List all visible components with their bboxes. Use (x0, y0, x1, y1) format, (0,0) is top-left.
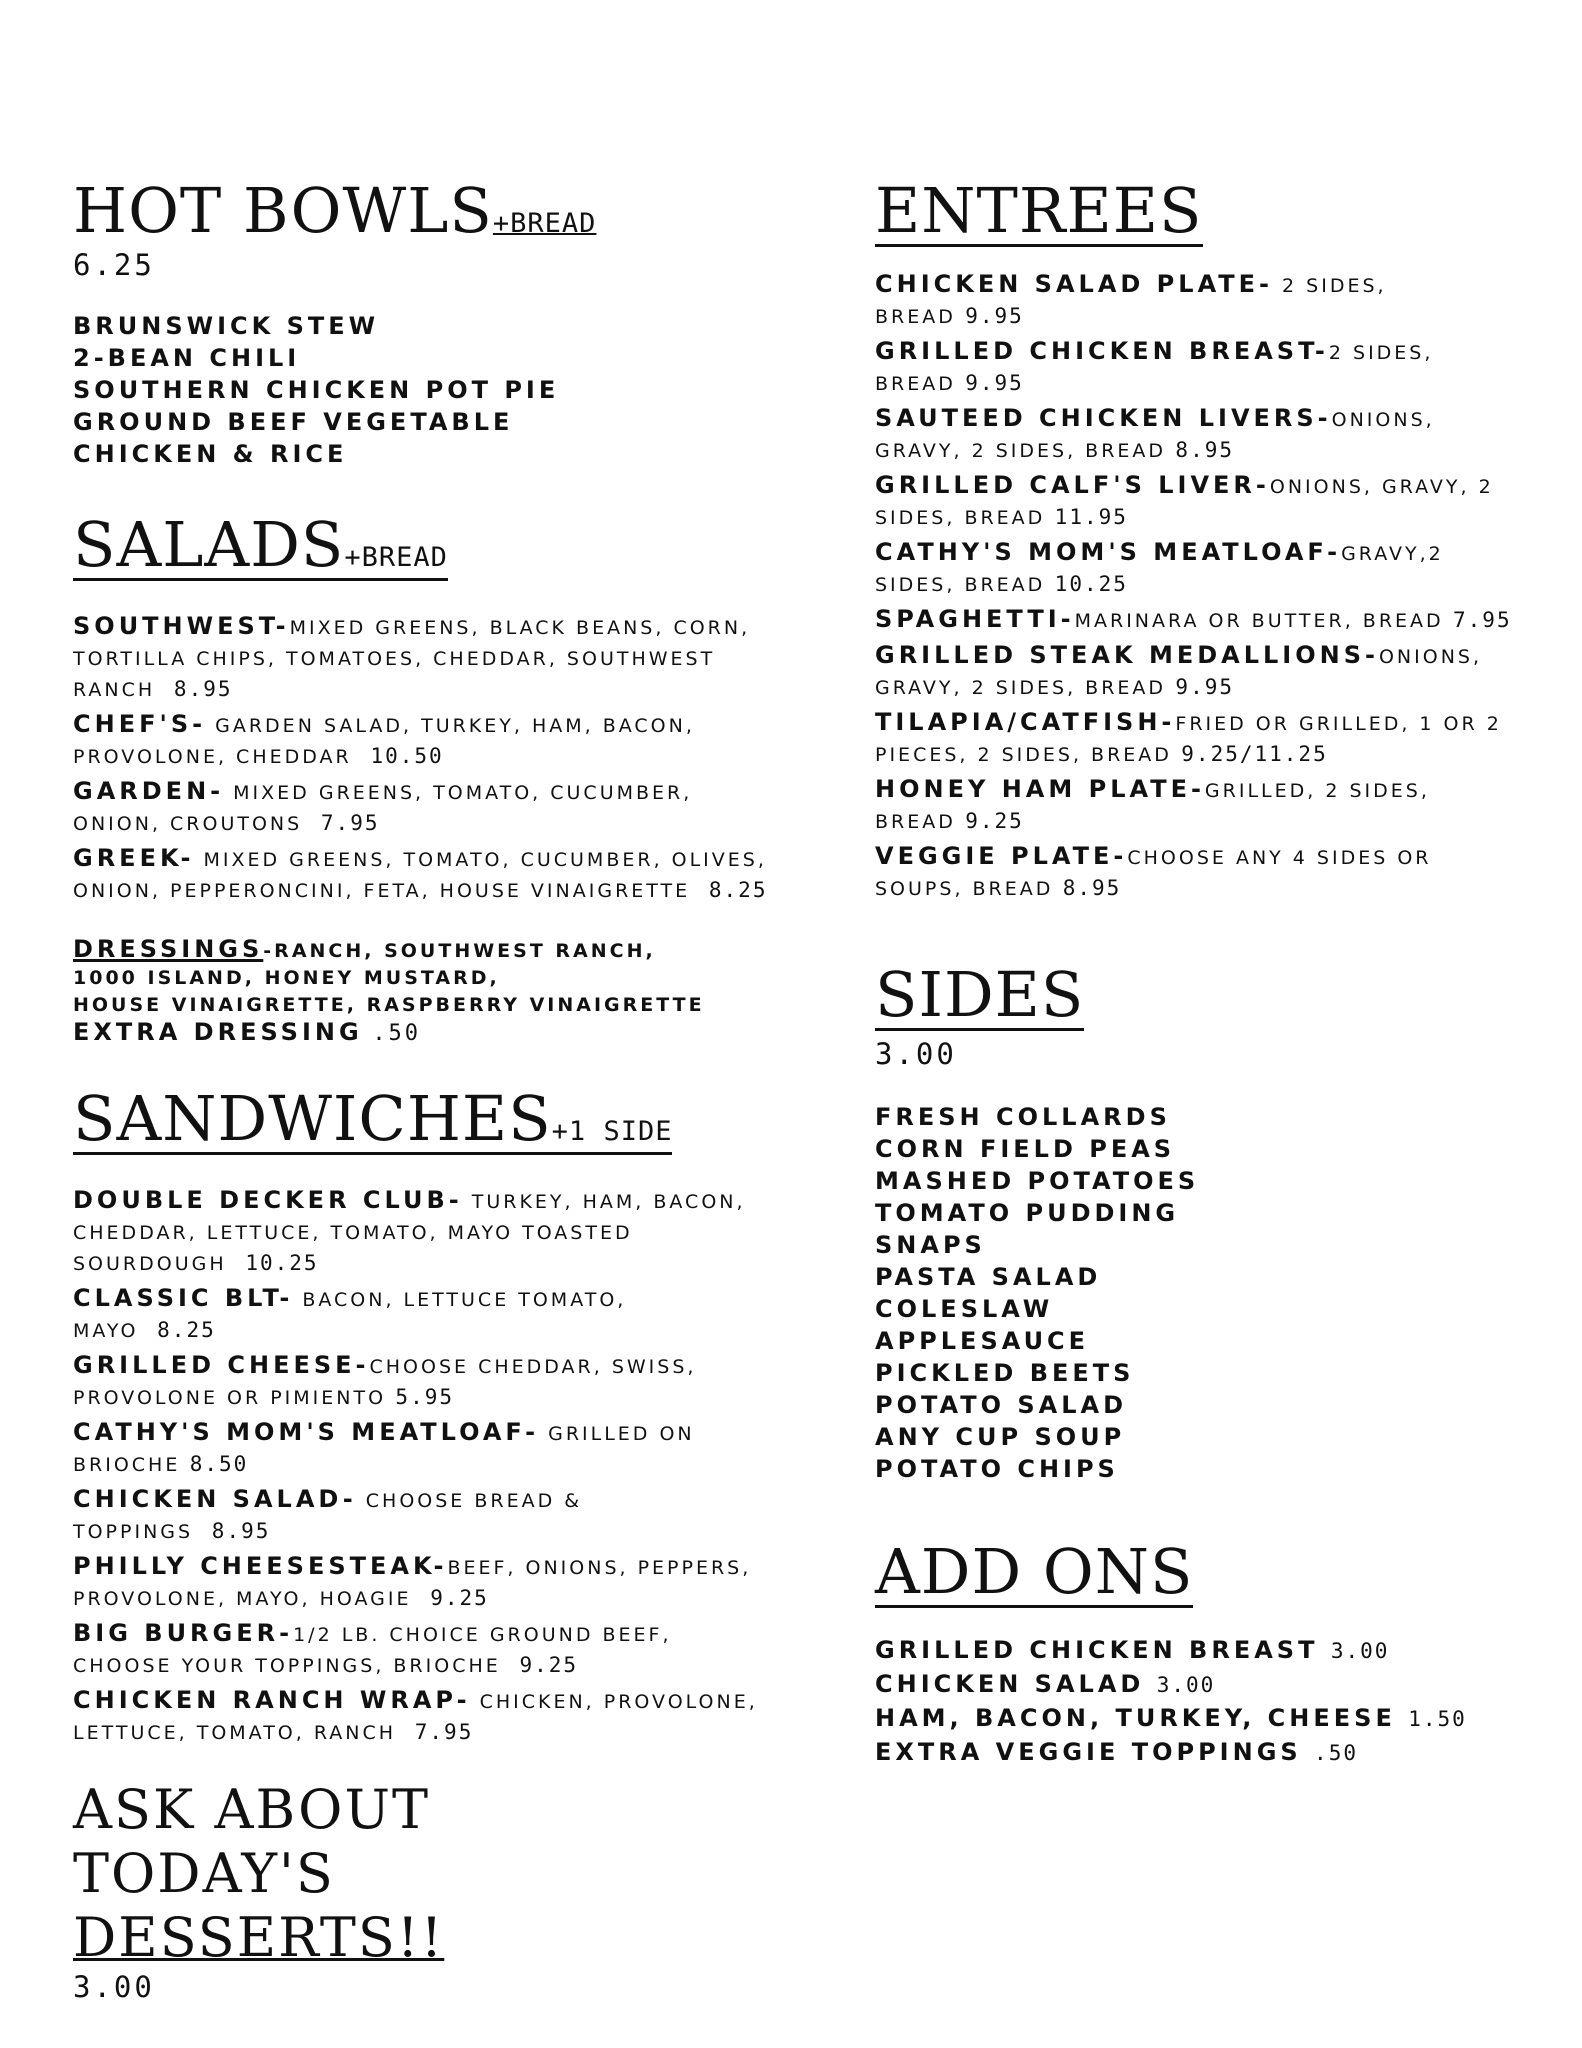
item-desc: TURKEY, HAM, BACON, CHEDDAR, LETTUCE, TOMATO, MAYO TOASTED SOURDOUGH (73, 1191, 746, 1275)
list-item: 2-BEAN CHILI (73, 344, 301, 372)
item-name: CHICKEN SALAD PLATE- (875, 270, 1273, 298)
item-desc: MIXED GREENS, TOMATO, CUCUMBER, ONION, CROUTONS (73, 782, 693, 835)
item-desc: GRILLED, 2 SIDES, BREAD (875, 780, 1430, 833)
item-name: HONEY HAM PLATE- (875, 775, 1205, 803)
item-price: 10.50 (370, 744, 444, 768)
salads-section (73, 508, 773, 1048)
extra-dressing-price: .50 (372, 1021, 422, 1046)
desserts-line: ASK ABOUT (73, 1778, 430, 1841)
dressings-text: -RANCH, SOUTHWEST RANCH, (263, 940, 656, 962)
salads-suffix: +BREAD (344, 542, 448, 573)
addon-name: HAM, BACON, TURKEY, CHEESE (875, 1704, 1396, 1732)
list-item: SNAPS (875, 1231, 986, 1259)
item-price: 9.25 (430, 1586, 489, 1610)
item-name: SOUTHWEST- (73, 612, 290, 640)
item-price: 7.95 (1453, 608, 1512, 632)
item-price: 9.95 (965, 371, 1024, 395)
item-name: PHILLY CHEESESTEAK- (73, 1552, 448, 1580)
item-desc: GRAVY,2 SIDES, BREAD (875, 543, 1444, 596)
item-price: 8.50 (189, 1452, 249, 1476)
desserts-price: 3.00 (73, 1970, 155, 2004)
item-price: 8.95 (173, 677, 233, 701)
item-name: VEGGIE PLATE- (875, 842, 1128, 870)
hot-bowls-price: 6.25 (73, 248, 155, 282)
sandwiches-title: SANDWICHES (73, 1082, 552, 1155)
item-price: 9.25 (519, 1653, 579, 1677)
hot-bowls-suffix: +BREAD (492, 208, 597, 239)
item-name: CHEF'S- (73, 710, 207, 738)
menu-item (73, 1618, 773, 1681)
list-item: CHICKEN & RICE (73, 440, 348, 468)
sandwiches-suffix: +1 SIDE (551, 1116, 673, 1147)
addon-name: GRILLED CHICKEN BREAST (875, 1636, 1319, 1664)
item-name: CATHY'S MOM'S MEATLOAF- (73, 1418, 540, 1446)
item-desc: CHOOSE BREAD & TOPPINGS (73, 1490, 583, 1543)
item-price: 9.25 (965, 809, 1024, 833)
item-desc: 2 SIDES, BREAD (875, 275, 1387, 328)
item-name: GREEK- (73, 844, 195, 872)
menu-item (73, 1350, 773, 1413)
salads-title-wrap (73, 508, 448, 581)
dressings-line (73, 936, 773, 965)
entrees-section (875, 174, 1515, 904)
list-item: POTATO CHIPS (875, 1455, 1119, 1483)
extra-dressing-label: EXTRA DRESSING (73, 1018, 363, 1046)
left-column (73, 174, 773, 2004)
salads-list (73, 611, 773, 906)
list-item: SOUTHERN CHICKEN POT PIE (73, 376, 560, 404)
addon-name: CHICKEN SALAD (875, 1670, 1145, 1698)
item-name: GRILLED CHICKEN BREAST- (875, 337, 1329, 365)
sides-heading (875, 958, 1515, 1031)
list-item: PICKLED BEETS (875, 1359, 1135, 1387)
item-price: 10.25 (245, 1251, 319, 1275)
item-price: 8.25 (708, 878, 768, 902)
menu-item (875, 336, 1515, 399)
menu-item (875, 841, 1515, 904)
item-name: GRILLED STEAK MEDALLIONS- (875, 641, 1379, 669)
sides-section (875, 958, 1515, 1485)
item-name: CHICKEN SALAD- (73, 1485, 357, 1513)
sandwiches-heading (73, 1082, 773, 1155)
item-price: 8.95 (211, 1519, 271, 1543)
menu-item (875, 707, 1515, 770)
sandwiches-section (73, 1082, 773, 1748)
item-name: GARDEN- (73, 777, 225, 805)
addon-price: .50 (1314, 1741, 1358, 1765)
menu-item (73, 1551, 773, 1614)
list-item: POTATO SALAD (875, 1391, 1127, 1419)
addon-price: 1.50 (1408, 1707, 1467, 1731)
salads-title: SALADS (73, 508, 345, 581)
item-desc: ONIONS, GRAVY, 2 SIDES, BREAD (875, 646, 1483, 699)
item-desc: CHOOSE ANY 4 SIDES OR SOUPS, BREAD (875, 847, 1432, 900)
menu-item (875, 403, 1515, 466)
menu-item (73, 1185, 773, 1279)
menu-item (875, 470, 1515, 533)
menu-item (73, 1685, 773, 1748)
menu-item (73, 1417, 773, 1480)
item-desc: GRILLED ON BRIOCHE (73, 1423, 695, 1476)
menu-item (875, 640, 1515, 703)
item-desc: ONIONS, GRAVY, 2 SIDES, BREAD (875, 476, 1494, 529)
item-price: 9.95 (1175, 675, 1234, 699)
list-item (875, 1634, 1515, 1668)
item-name: CHICKEN RANCH WRAP- (73, 1686, 471, 1714)
addon-price: 3.00 (1156, 1673, 1216, 1697)
item-name: CATHY'S MOM'S MEATLOAF- (875, 538, 1342, 566)
desserts-line: TODAY'S (73, 1842, 335, 1905)
list-item: APPLESAUCE (875, 1327, 1090, 1355)
item-name: BIG BURGER- (73, 1619, 294, 1647)
item-name: SPAGHETTI- (875, 605, 1075, 633)
menu-item (73, 843, 773, 906)
list-item (875, 1668, 1515, 1702)
menu-item (875, 269, 1515, 332)
list-item: CORN FIELD PEAS (875, 1135, 1176, 1163)
hot-bowls-heading (73, 174, 773, 247)
item-price: 5.95 (395, 1385, 454, 1409)
menu-item (73, 611, 773, 705)
add-ons-section (875, 1535, 1515, 1770)
desserts-line (73, 1906, 773, 1970)
hot-bowls-title: HOT BOWLS (73, 174, 493, 247)
item-desc: 1/2 LB. CHOICE GROUND BEEF, CHOOSE YOUR TOPPINGS, BRIOCHE (73, 1624, 672, 1677)
list-item (875, 1736, 1515, 1770)
item-name: TILAPIA/CATFISH- (875, 708, 1176, 736)
item-name: SAUTEED CHICKEN LIVERS- (875, 404, 1332, 432)
dressings-block (73, 936, 773, 1048)
list-item: MASHED POTATOES (875, 1167, 1200, 1195)
dressings-line: HOUSE VINAIGRETTE, RASPBERRY VINAIGRETTE (73, 994, 705, 1016)
dressings-line: 1000 ISLAND, HONEY MUSTARD, (73, 967, 500, 989)
menu-item (73, 1283, 773, 1346)
item-desc: ONIONS, GRAVY, 2 SIDES, BREAD (875, 409, 1435, 462)
item-price: 8.95 (1062, 876, 1122, 900)
list-item: COLESLAW (875, 1295, 1054, 1323)
sides-title: SIDES (875, 958, 1085, 1031)
extra-dressing-line (73, 1019, 773, 1048)
desserts-line-underlined: DESSERTS!! (73, 1906, 445, 1969)
menu-item (73, 776, 773, 839)
item-name: DOUBLE DECKER CLUB- (73, 1186, 463, 1214)
sandwiches-list (73, 1185, 773, 1748)
entrees-list (875, 269, 1515, 904)
entrees-title: ENTREES (875, 174, 1203, 247)
menu-item (875, 604, 1515, 636)
item-price: 7.95 (320, 811, 380, 835)
item-desc: MIXED GREENS, TOMATO, CUCUMBER, OLIVES, ONION, PEPPERONCINI, FETA, HOUSE VINAIGRETTE (73, 849, 767, 902)
item-desc: BEEF, ONIONS, PEPPERS, PROVOLONE, MAYO, HOAGIE (73, 1557, 752, 1610)
add-ons-list (875, 1634, 1515, 1770)
list-item (875, 1702, 1515, 1736)
addon-price: 3.00 (1330, 1639, 1390, 1663)
list-item: GROUND BEEF VEGETABLE (73, 408, 514, 436)
list-item: TOMATO PUDDING (875, 1199, 1180, 1227)
list-item: FRESH COLLARDS (875, 1103, 1171, 1131)
item-name: CLASSIC BLT- (73, 1284, 294, 1312)
add-ons-title: ADD ONS (875, 1535, 1194, 1608)
item-desc: MARINARA OR BUTTER, BREAD (1074, 610, 1444, 632)
menu-item (875, 774, 1515, 837)
hot-bowls-list (73, 310, 773, 470)
dressings-label: DRESSINGS (73, 935, 264, 963)
list-item: ANY CUP SOUP (875, 1423, 1126, 1451)
menu-item (875, 537, 1515, 600)
list-item: PASTA SALAD (875, 1263, 1102, 1291)
sandwiches-title-wrap (73, 1082, 673, 1155)
addon-name: EXTRA VEGGIE TOPPINGS (875, 1738, 1302, 1766)
right-column (875, 174, 1515, 1770)
item-name: GRILLED CALF'S LIVER- (875, 471, 1270, 499)
menu-item (73, 1484, 773, 1547)
item-price: 9.25/11.25 (1181, 742, 1328, 766)
salads-heading (73, 508, 773, 581)
item-price: 7.95 (414, 1720, 474, 1744)
item-price: 11.95 (1054, 505, 1128, 529)
item-desc: CHOOSE CHEDDAR, SWISS, PROVOLONE OR PIMIENTO (73, 1356, 697, 1409)
menu-item (73, 709, 773, 772)
list-item: BRUNSWICK STEW (73, 312, 380, 340)
item-price: 10.25 (1054, 572, 1128, 596)
item-desc: 2 SIDES, BREAD (875, 342, 1434, 395)
item-desc: CHICKEN, PROVOLONE, LETTUCE, TOMATO, RANCH (73, 1691, 758, 1744)
item-name: GRILLED CHEESE- (73, 1351, 370, 1379)
add-ons-heading (875, 1535, 1515, 1608)
sides-list (875, 1101, 1515, 1485)
item-desc: FRIED OR GRILLED, 1 OR 2 PIECES, 2 SIDES, BREAD (875, 713, 1502, 766)
item-price: 8.25 (157, 1318, 216, 1342)
item-desc: BACON, LETTUCE TOMATO, MAYO (73, 1289, 627, 1342)
hot-bowls-section (73, 174, 773, 470)
item-price: 8.95 (1175, 438, 1234, 462)
item-price: 9.95 (965, 304, 1024, 328)
sides-price: 3.00 (875, 1037, 957, 1071)
desserts-section (73, 1778, 773, 2004)
item-desc: MIXED GREENS, BLACK BEANS, CORN, TORTILLA CHIPS, TOMATOES, CHEDDAR, SOUTHWEST RANCH (73, 617, 751, 701)
entrees-heading (875, 174, 1515, 247)
item-desc: GARDEN SALAD, TURKEY, HAM, BACON, PROVOLONE, CHEDDAR (73, 715, 695, 768)
